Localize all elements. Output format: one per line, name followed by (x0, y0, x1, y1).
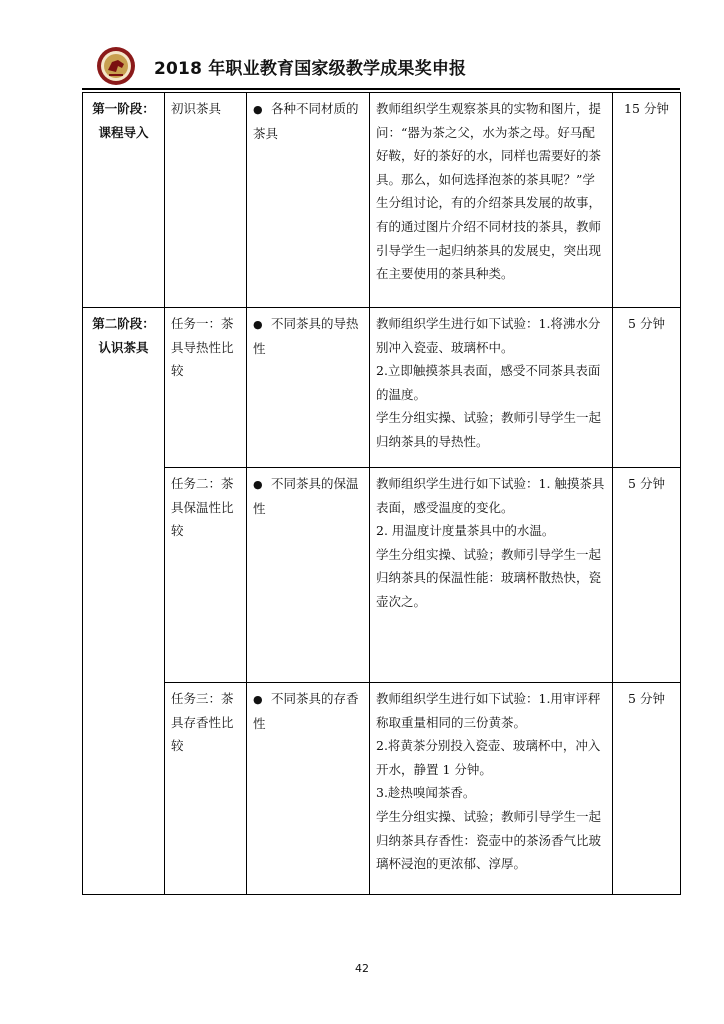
task-cell: 任务三：茶具存香性比较 (165, 683, 247, 895)
bullet-icon: ● (253, 478, 263, 491)
procedure-text: 教师组织学生观察茶具的实物和图片，提问：“器为茶之父，水为茶之母。好马配好鞍，好的茶好的水，同样也需要好的茶具。那么，如何选择泡茶的茶具呢？”学生分组讨论，有的介绍茶具发展的故事，有的通过图片介绍不同材技的茶具，教师引导学生一起归纳茶具的发展史，突出现在主要使用的茶具种类。 (376, 101, 602, 282)
point-cell (247, 93, 370, 308)
school-logo-icon (96, 46, 136, 86)
point-cell (247, 308, 370, 468)
table-row (83, 468, 681, 683)
procedure-text: 学生分组实操、试验；教师引导学生一起归纳茶具的保温性能：玻璃杯散热快，瓷壶次之。 (376, 546, 602, 609)
procedure-text: 3.趁热嗅闻茶香。 (376, 785, 476, 801)
time-cell: 15 分钟 (613, 93, 681, 308)
table-row (83, 683, 681, 895)
procedure-cell (370, 468, 613, 683)
page-number: 42 (355, 962, 369, 975)
time-cell: 5 分钟 (613, 683, 681, 895)
stage-cell: 第二阶段：认识茶具 (83, 308, 165, 895)
table-row (83, 93, 681, 308)
procedure-text: 2.立即触摸茶具表面，感受不同茶具表面的温度。 (376, 363, 601, 402)
procedure-text: 学生分组实操、试验；教师引导学生一起归纳茶具的导热性。 (376, 410, 602, 449)
task-cell: 初识茶具 (165, 93, 247, 308)
procedure-text: 教师组织学生进行如下试验：1.用审评秤称取重量相同的三份黄茶。 (376, 691, 601, 730)
page-header (82, 44, 680, 90)
point-text: 不同茶具的导热性 (253, 316, 359, 356)
procedure-cell (370, 308, 613, 468)
bullet-icon: ● (253, 103, 263, 116)
stage-cell: 第一阶段：课程导入 (83, 93, 165, 308)
point-text: 不同茶具的保温性 (253, 476, 359, 516)
point-text: 不同茶具的存香性 (253, 691, 359, 731)
time-cell: 5 分钟 (613, 308, 681, 468)
procedure-text: 教师组织学生进行如下试验：1.将沸水分别冲入瓷壶、玻璃杯中。 (376, 316, 601, 355)
procedure-text: 学生分组实操、试验；教师引导学生一起归纳茶具存香性：瓷壶中的茶汤香气比玻璃杯浸泡的更浓郁、淳厚。 (376, 808, 602, 872)
procedure-cell (370, 93, 613, 308)
point-cell (247, 468, 370, 683)
task-cell: 任务一：茶具导热性比较 (165, 308, 247, 468)
time-cell: 5 分钟 (613, 468, 681, 683)
task-cell: 任务二：茶具保温性比较 (165, 468, 247, 683)
procedure-cell (370, 683, 613, 895)
procedure-text: 教师组织学生进行如下试验：1. 触摸茶具表面，感受温度的变化。 (376, 476, 605, 515)
header-rule (82, 88, 680, 90)
bullet-icon: ● (253, 318, 263, 331)
lesson-plan-table (82, 92, 681, 895)
point-cell (247, 683, 370, 895)
point-text: 各种不同材质的茶具 (253, 101, 359, 141)
bullet-icon: ● (253, 693, 263, 706)
header-title: 2018 年职业教育国家级教学成果奖申报 (154, 59, 467, 79)
table-row (83, 308, 681, 468)
procedure-text: 2. 用温度计度量茶具中的水温。 (376, 523, 555, 539)
procedure-text: 2.将黄茶分别投入瓷壶、玻璃杯中，冲入开水，静置 1 分钟。 (376, 738, 601, 777)
